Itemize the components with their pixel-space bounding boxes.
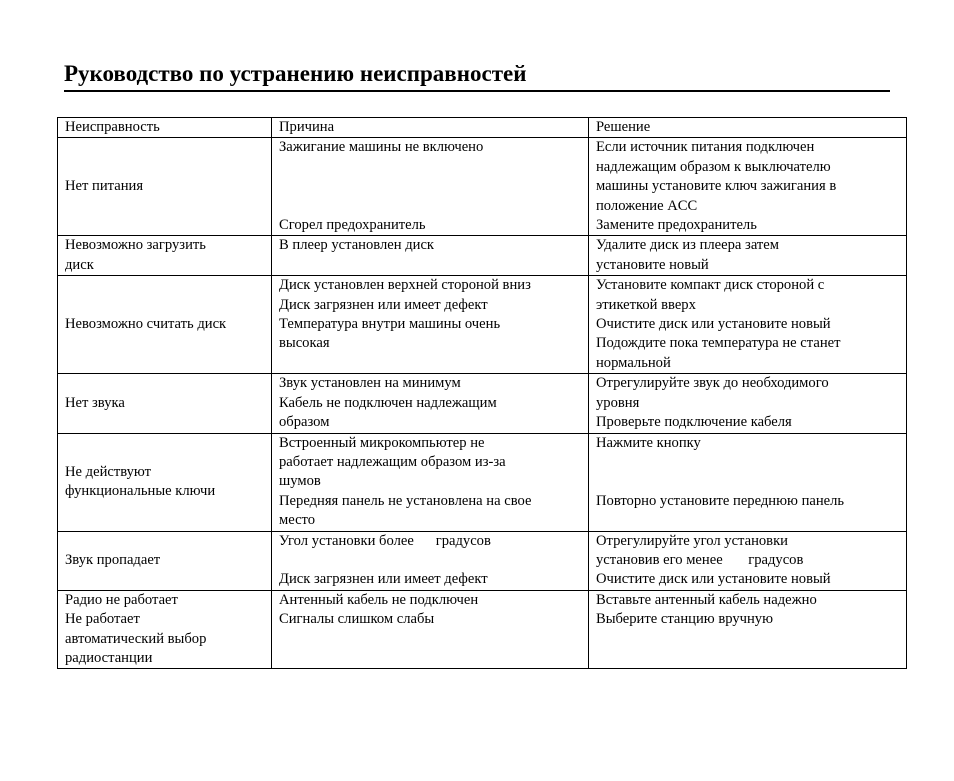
cause-cell bbox=[272, 433, 589, 531]
solution-text: Отрегулируйте звук до необходимого bbox=[596, 375, 829, 392]
solution-text: этикеткой вверх bbox=[596, 296, 696, 313]
solution-text: уровня bbox=[596, 394, 640, 411]
header-solution: Решение bbox=[589, 118, 907, 138]
solution-text: Повторно установите переднюю панель bbox=[596, 492, 845, 509]
cause-text: Температура внутри машины очень bbox=[279, 316, 501, 333]
solution-text: Отрегулируйте угол установки bbox=[596, 532, 788, 549]
table-row bbox=[58, 590, 907, 669]
solution-cell bbox=[589, 590, 907, 669]
solution-text: установив его менее градусов bbox=[596, 551, 804, 568]
fault-text: Не работает bbox=[65, 611, 140, 628]
solution-text: Удалите диск из плеера затем bbox=[596, 237, 780, 254]
fault-text: Нет звука bbox=[65, 394, 125, 411]
cause-text: Кабель не подключен надлежащим bbox=[279, 394, 497, 411]
solution-text: Вставьте антенный кабель надежно bbox=[596, 591, 817, 608]
solution-text: машины установите ключ зажигания в bbox=[596, 178, 837, 195]
cause-cell bbox=[272, 590, 589, 669]
cause-text: высокая bbox=[279, 335, 330, 352]
fault-text: диск bbox=[65, 256, 94, 273]
cause-text: Передняя панель не установлена на свое bbox=[279, 492, 532, 509]
cause-text: Сгорел предохранитель bbox=[279, 217, 426, 233]
fault-cell bbox=[58, 374, 272, 433]
cause-cell bbox=[272, 236, 589, 276]
fault-cell bbox=[58, 236, 272, 276]
fault-cell bbox=[58, 138, 272, 236]
cause-text: Звук установлен на минимум bbox=[279, 375, 461, 392]
cause-text: шумов bbox=[279, 473, 321, 490]
cause-cell bbox=[272, 374, 589, 433]
solution-text: надлежащим образом к выключателю bbox=[596, 158, 831, 175]
fault-text: Звук пропадает bbox=[65, 551, 161, 568]
solution-text: нормальной bbox=[596, 354, 671, 371]
solution-text: Замените предохранитель bbox=[596, 217, 757, 234]
solution-text: установите новый bbox=[596, 256, 709, 273]
fault-text: Невозможно считать диск bbox=[65, 316, 227, 333]
solution-text: Выберите станцию вручную bbox=[596, 611, 773, 628]
fault-text: автоматический выбор bbox=[65, 630, 207, 647]
solution-cell bbox=[589, 138, 907, 236]
table-row bbox=[58, 276, 907, 374]
table-row bbox=[58, 374, 907, 433]
solution-text: Проверьте подключение кабеля bbox=[596, 414, 792, 431]
table-row bbox=[58, 138, 907, 236]
page-title: Руководство по устранению неисправностей bbox=[64, 60, 890, 92]
solution-cell bbox=[589, 236, 907, 276]
table-row bbox=[58, 531, 907, 590]
cause-text: Зажигание машины не включено bbox=[279, 139, 484, 156]
solution-text: Установите компакт диск стороной с bbox=[596, 277, 825, 294]
cause-text: Диск установлен верхней стороной вниз bbox=[279, 277, 531, 294]
fault-text: радиостанции bbox=[65, 649, 153, 666]
solution-text: Очистите диск или установите новый bbox=[596, 571, 831, 588]
cause-text: Встроенный микрокомпьютер не bbox=[279, 434, 485, 451]
fault-text: Невозможно загрузить bbox=[65, 237, 206, 254]
solution-text: Подождите пока температура не станет bbox=[596, 335, 841, 352]
fault-cell bbox=[58, 276, 272, 374]
cause-cell bbox=[272, 138, 589, 236]
cause-text: Диск загрязнен или имеет дефект bbox=[279, 296, 488, 313]
fault-text: Радио не работает bbox=[65, 591, 178, 608]
solution-text: Нажмите кнопку bbox=[596, 434, 701, 451]
solution-text: положение ACC bbox=[596, 197, 698, 214]
fault-cell bbox=[58, 433, 272, 531]
table-header-row bbox=[58, 118, 907, 138]
cause-text: В плеер установлен диск bbox=[279, 237, 435, 254]
solution-cell bbox=[589, 276, 907, 374]
cause-text: образом bbox=[279, 414, 330, 431]
fault-text: Нет питания bbox=[65, 178, 144, 195]
cause-text: Диск загрязнен или имеет дефект bbox=[279, 571, 488, 588]
solution-text: Если источник питания подключен bbox=[596, 139, 815, 156]
solution-cell bbox=[589, 433, 907, 531]
header-cause: Причина bbox=[272, 118, 589, 138]
fault-cell bbox=[58, 590, 272, 669]
cause-text: работает надлежащим образом из-за bbox=[279, 453, 506, 470]
fault-text: Не действуют bbox=[65, 463, 152, 480]
cause-cell bbox=[272, 276, 589, 374]
troubleshooting-table bbox=[57, 117, 907, 669]
table-row bbox=[58, 433, 907, 531]
table-row bbox=[58, 236, 907, 276]
fault-cell bbox=[58, 531, 272, 590]
header-fault: Неисправность bbox=[58, 118, 272, 138]
cause-text: Сигналы слишком слабы bbox=[279, 611, 435, 628]
cause-text: Антенный кабель не подключен bbox=[279, 591, 479, 608]
cause-text: Угол установки более градусов bbox=[279, 532, 491, 549]
cause-text: место bbox=[279, 512, 316, 529]
solution-text: Очистите диск или установите новый bbox=[596, 316, 831, 333]
solution-cell bbox=[589, 374, 907, 433]
cause-cell bbox=[272, 531, 589, 590]
fault-text: функциональные ключи bbox=[65, 483, 216, 500]
solution-cell bbox=[589, 531, 907, 590]
